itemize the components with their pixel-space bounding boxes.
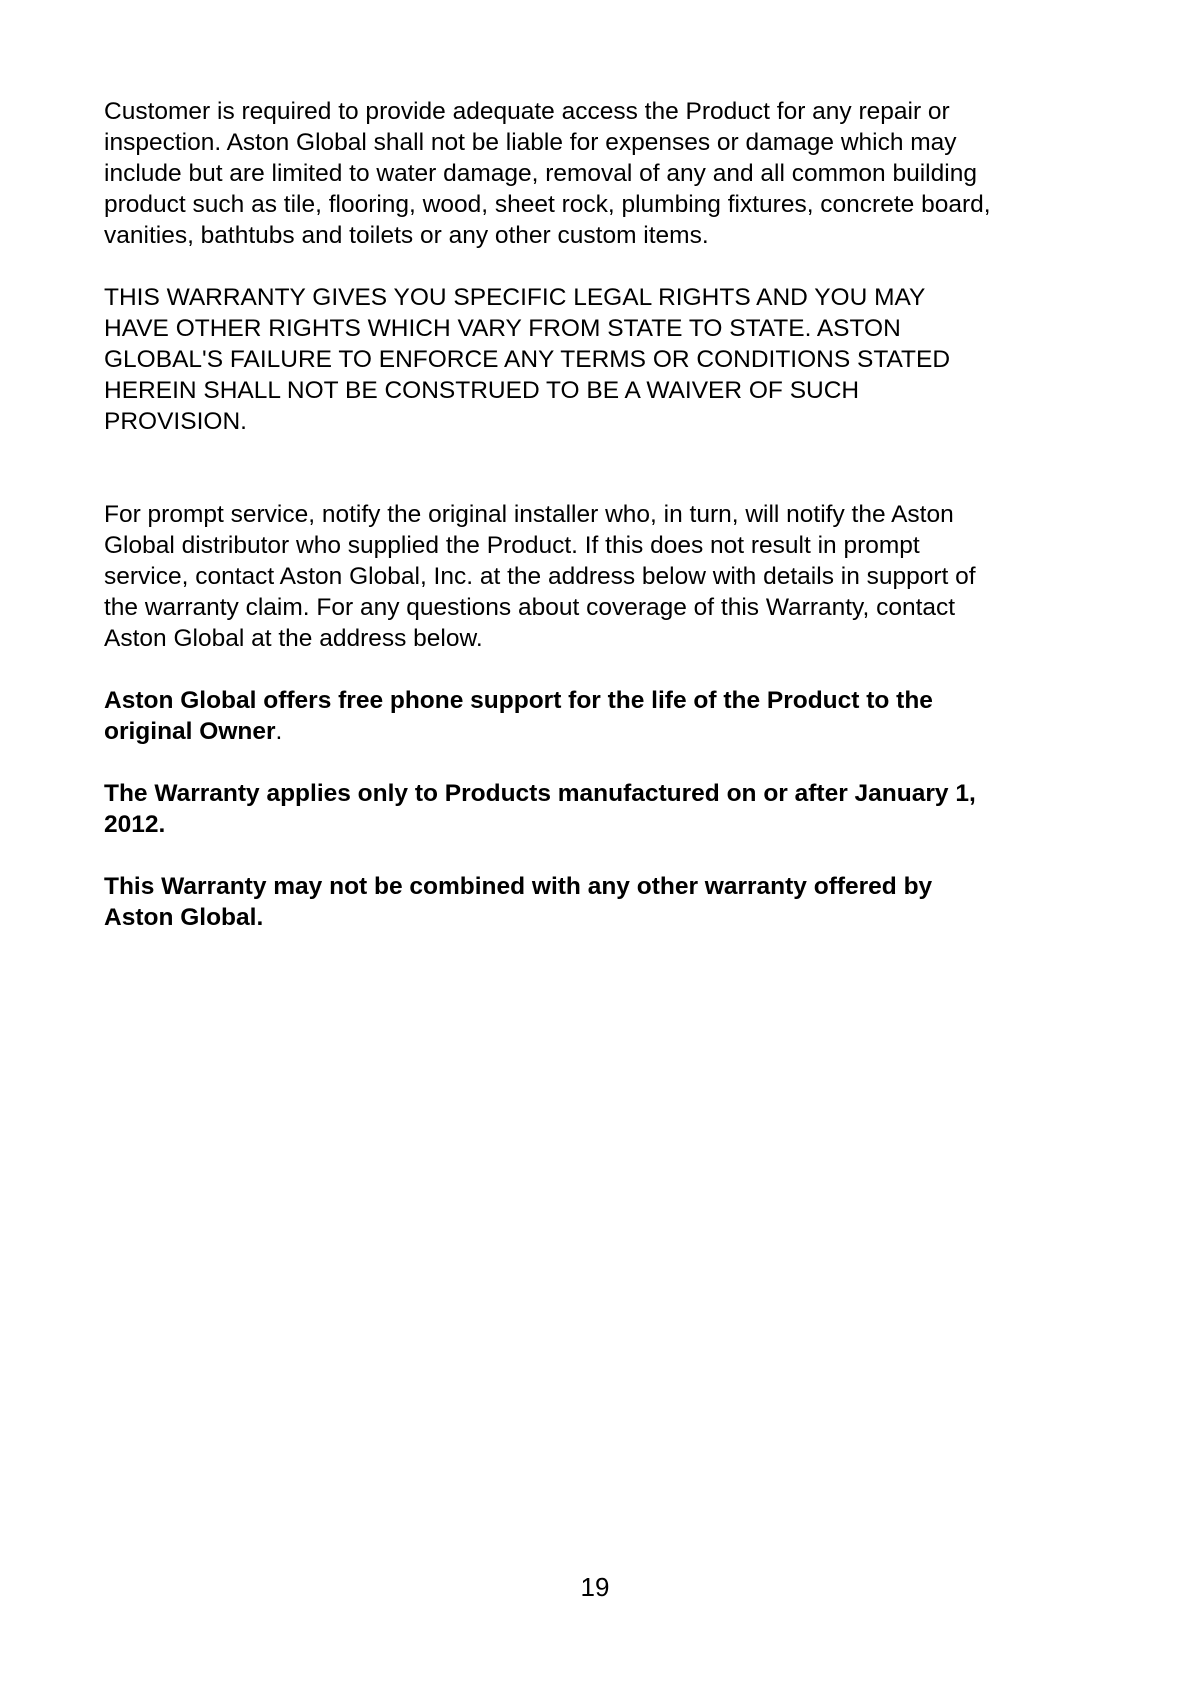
text-line: HEREIN SHALL NOT BE CONSTRUED TO BE A WAIVER OF SUCH <box>104 377 860 404</box>
text-line <box>104 716 1064 747</box>
text-line: Aston Global. <box>104 904 264 931</box>
owner-text: original Owner <box>104 718 276 745</box>
text-line: PROVISION. <box>104 408 247 435</box>
text-line: Aston Global at the address below. <box>104 625 483 652</box>
text-line: Aston Global offers free phone support for the life of the Product to the <box>104 687 933 714</box>
legal-rights-paragraph <box>104 282 1064 437</box>
text-line: THIS WARRANTY GIVES YOU SPECIFIC LEGAL RIGHTS AND YOU MAY <box>104 284 926 311</box>
text-line: This Warranty may not be combined with any other warranty offered by <box>104 873 933 900</box>
text-line: Customer is required to provide adequate access the Product for any repair or <box>104 98 950 125</box>
text-line: vanities, bathtubs and toilets or any other custom items. <box>104 222 709 249</box>
warranty-applicability-statement <box>104 778 1064 840</box>
text-line: include but are limited to water damage, removal of any and all common building <box>104 160 977 187</box>
text-line: Global distributor who supplied the Product. If this does not result in prompt <box>104 532 920 559</box>
text-line: The Warranty applies only to Products manufactured on or after January 1, <box>104 780 976 807</box>
text-line: For prompt service, notify the original installer who, in turn, will notify the Aston <box>104 501 954 528</box>
text-line: product such as tile, flooring, wood, sheet rock, plumbing fixtures, concrete board, <box>104 191 991 218</box>
prompt-service-paragraph <box>104 499 1064 654</box>
phone-support-statement <box>104 685 1064 747</box>
text-line: GLOBAL'S FAILURE TO ENFORCE ANY TERMS OR CONDITIONS STATED <box>104 346 951 373</box>
text-line: HAVE OTHER RIGHTS WHICH VARY FROM STATE TO STATE. ASTON <box>104 315 901 342</box>
text-line: the warranty claim. For any questions about coverage of this Warranty, contact <box>104 594 956 621</box>
page-number: 19 <box>580 1572 610 1602</box>
text-line: inspection. Aston Global shall not be liable for expenses or damage which may <box>104 129 957 156</box>
no-combination-statement <box>104 871 1064 933</box>
document-body <box>104 96 1064 964</box>
text-line: service, contact Aston Global, Inc. at the address below with details in support of <box>104 563 976 590</box>
access-liability-paragraph <box>104 96 1064 251</box>
owner-period: . <box>275 718 283 745</box>
text-line: 2012. <box>104 811 166 838</box>
